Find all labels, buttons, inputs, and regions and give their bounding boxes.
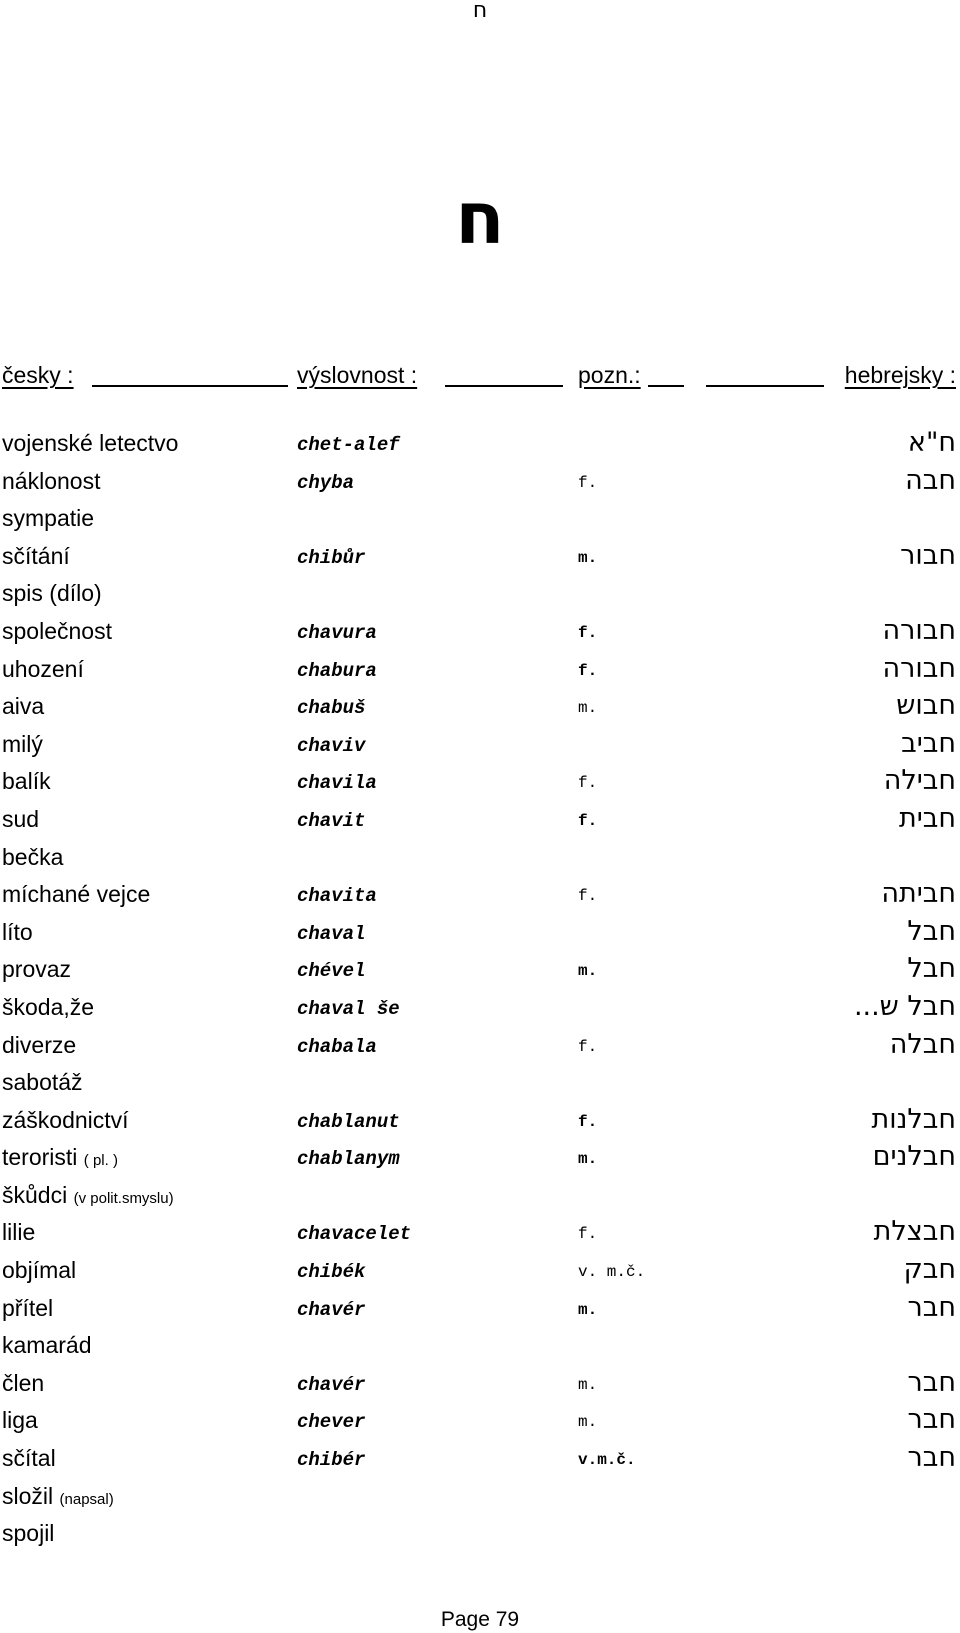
dictionary-row [0,1142,960,1180]
pronunciation: chaval še [297,997,400,1020]
pronunciation: chavita [297,885,377,908]
czech-term [2,1105,129,1135]
pronunciation: chet-alef [297,434,400,456]
czech-term-text: společnost [2,617,112,644]
hebrew-term: חבה [905,464,956,496]
dictionary-row [0,578,960,616]
grammar-note: f. [578,661,598,680]
header-underline-hebrew [706,385,824,387]
hebrew-term: חבר [907,1366,956,1398]
grammar-note: m. [578,699,598,718]
dictionary-row [0,1481,960,1519]
dictionary-row [0,954,960,992]
dictionary-row [0,654,960,692]
czech-term-remark: (v polit.smyslu) [73,1189,174,1207]
dictionary-row [0,616,960,654]
dictionary-row [0,503,960,541]
czech-term [2,766,51,796]
dictionary-row [0,992,960,1030]
czech-term-text: kamarád [2,1332,92,1359]
czech-term [2,1481,114,1515]
column-header-hebrew: hebrejsky : [844,362,956,388]
pronunciation: chever [297,1411,366,1434]
czech-term [2,428,178,458]
pronunciation: chavér [297,1373,366,1396]
czech-term-text: záškodnictví [2,1106,129,1133]
hebrew-term: ח"א [907,427,956,458]
dictionary-row [0,691,960,729]
czech-term-text: přítel [2,1294,54,1321]
czech-term-text: sčítal [2,1445,56,1472]
hebrew-term: חבל [907,915,956,947]
pronunciation: chibék [297,1261,366,1284]
czech-term [2,842,63,872]
czech-term [2,1443,56,1473]
czech-term-text: vojenské letectvo [2,430,179,456]
dictionary-row [0,1030,960,1068]
czech-term [2,992,94,1022]
czech-term [2,1217,35,1247]
grammar-note: f. [578,811,598,830]
dictionary-row [0,766,960,804]
czech-term [2,1405,38,1435]
czech-term-text: sud [2,805,40,832]
grammar-note: f. [578,1037,598,1056]
czech-term-text: milý [2,730,43,757]
czech-term [2,1293,53,1323]
czech-term [2,1255,76,1285]
hebrew-term: חבלנים [872,1141,956,1173]
czech-term-text: objímal [2,1257,77,1284]
grammar-note: v.m.č. [578,1451,636,1470]
hebrew-term: חבל [907,953,956,985]
dictionary-row [0,804,960,842]
grammar-note: f. [578,1225,598,1244]
hebrew-term: חבל ש... [853,990,956,1022]
pronunciation: chavacelet [297,1223,412,1246]
hebrew-term: חבלנות [871,1103,956,1135]
czech-term-text: teroristi [2,1144,78,1171]
pronunciation: chablanut [297,1110,400,1133]
grammar-note: m. [578,1150,598,1169]
pronunciation: chabuš [297,697,366,720]
pronunciation: chablanym [297,1148,400,1171]
hebrew-term: חבר [907,1442,956,1474]
czech-term [2,1330,91,1360]
dictionary-row [0,729,960,767]
hebrew-term: חבצלת [873,1216,956,1248]
header-underline-czech [92,385,288,387]
hebrew-term: חבר [907,1404,956,1436]
pronunciation: chabala [297,1035,377,1058]
czech-term-text: člen [2,1369,45,1396]
pronunciation: chavila [297,772,377,795]
czech-term-text: sabotáž [2,1069,83,1096]
grammar-note: m. [578,1375,598,1394]
dictionary-entries [0,428,960,1556]
dictionary-row [0,1217,960,1255]
dictionary-row [0,541,960,579]
pronunciation: chavér [297,1298,366,1321]
pronunciation: chyba [297,471,355,494]
section-letter-heading: ח [455,176,505,260]
hebrew-term: חביתה [881,878,956,910]
grammar-note: v. m.č. [578,1263,646,1282]
czech-term-text: složil [2,1482,54,1509]
czech-term-remark: (napsal) [59,1490,114,1508]
dictionary-row [0,1255,960,1293]
czech-term [2,1067,83,1097]
czech-term-text: diverze [2,1031,77,1058]
pronunciation: chabura [297,659,377,682]
czech-term-text: spis (dílo) [2,580,102,607]
dictionary-row [0,1105,960,1143]
czech-term [2,691,44,721]
czech-term-text: bečka [2,843,64,870]
czech-term-text: liga [2,1407,38,1434]
hebrew-term: חבר [907,1291,956,1323]
pronunciation: chaviv [297,734,366,757]
column-header-note: pozn.: [578,362,641,388]
hebrew-term: חבורה [882,614,956,646]
dictionary-row [0,1405,960,1443]
czech-term [2,1142,118,1176]
grammar-note: m. [578,1413,598,1432]
czech-term-text: líto [2,918,33,945]
czech-term [2,954,71,984]
czech-term [2,879,150,909]
pronunciation: chavit [297,809,366,832]
column-header-row [0,360,960,390]
czech-term-text: provaz [2,956,72,983]
hebrew-term: חביב [901,727,956,759]
hebrew-term: חבורה [882,652,956,684]
hebrew-term: חבור [900,539,956,571]
czech-term-text: sčítání [2,542,70,569]
grammar-note: f. [578,774,598,793]
czech-term [2,503,94,533]
pronunciation: chével [297,960,366,983]
hebrew-term: חבית [898,802,956,834]
grammar-note: m. [578,1300,598,1319]
czech-term-text: náklonost [2,467,101,494]
czech-term-text: škoda,že [2,993,95,1020]
czech-term [2,917,33,947]
czech-term-text: balík [2,768,51,795]
dictionary-row [0,917,960,955]
dictionary-row [0,1443,960,1481]
dictionary-row [0,879,960,917]
czech-term [2,1180,174,1214]
czech-term-text: uhození [2,655,84,682]
grammar-note: m. [578,548,598,567]
pronunciation: chavura [297,621,377,644]
dictionary-row [0,466,960,504]
czech-term [2,616,112,646]
header-underline-note [648,385,684,387]
czech-term-text: míchané vejce [2,881,151,908]
czech-term-text: spojil [2,1520,55,1547]
czech-term-text: škůdci [2,1181,68,1208]
page-number: Page 79 [440,1608,520,1631]
grammar-note: f. [578,1112,598,1131]
dictionary-row [0,428,960,466]
header-underline-pronunciation [445,385,563,387]
grammar-note: f. [578,887,598,906]
czech-term [2,541,70,571]
czech-term [2,1030,76,1060]
page-header-letter: ח [472,0,488,23]
column-header-pronunciation: výslovnost : [297,362,418,388]
pronunciation: chaval [297,922,366,945]
czech-term [2,1368,44,1398]
hebrew-term: חבלה [889,1028,956,1060]
czech-term [2,654,84,684]
grammar-note: f. [578,473,598,492]
dictionary-row [0,842,960,880]
czech-term [2,578,102,608]
dictionary-row [0,1518,960,1556]
czech-term-remark: ( pl. ) [83,1152,118,1170]
hebrew-term: חבוש [896,690,956,722]
pronunciation: chibůr [297,546,366,569]
grammar-note: m. [578,962,598,981]
czech-term [2,1518,54,1548]
hebrew-term: חבק [903,1254,956,1286]
czech-term-text: lilie [2,1219,36,1246]
column-header-czech: česky : [2,362,74,388]
czech-term-text: sympatie [2,505,95,532]
dictionary-row [0,1293,960,1331]
czech-term [2,804,39,834]
hebrew-term: חבילה [883,765,956,797]
czech-term [2,729,43,759]
dictionary-row [0,1368,960,1406]
dictionary-row [0,1330,960,1368]
pronunciation: chibér [297,1449,366,1472]
dictionary-row [0,1180,960,1218]
czech-term [2,466,100,496]
grammar-note: f. [578,623,598,642]
czech-term-text: aiva [2,693,45,720]
dictionary-row [0,1067,960,1105]
